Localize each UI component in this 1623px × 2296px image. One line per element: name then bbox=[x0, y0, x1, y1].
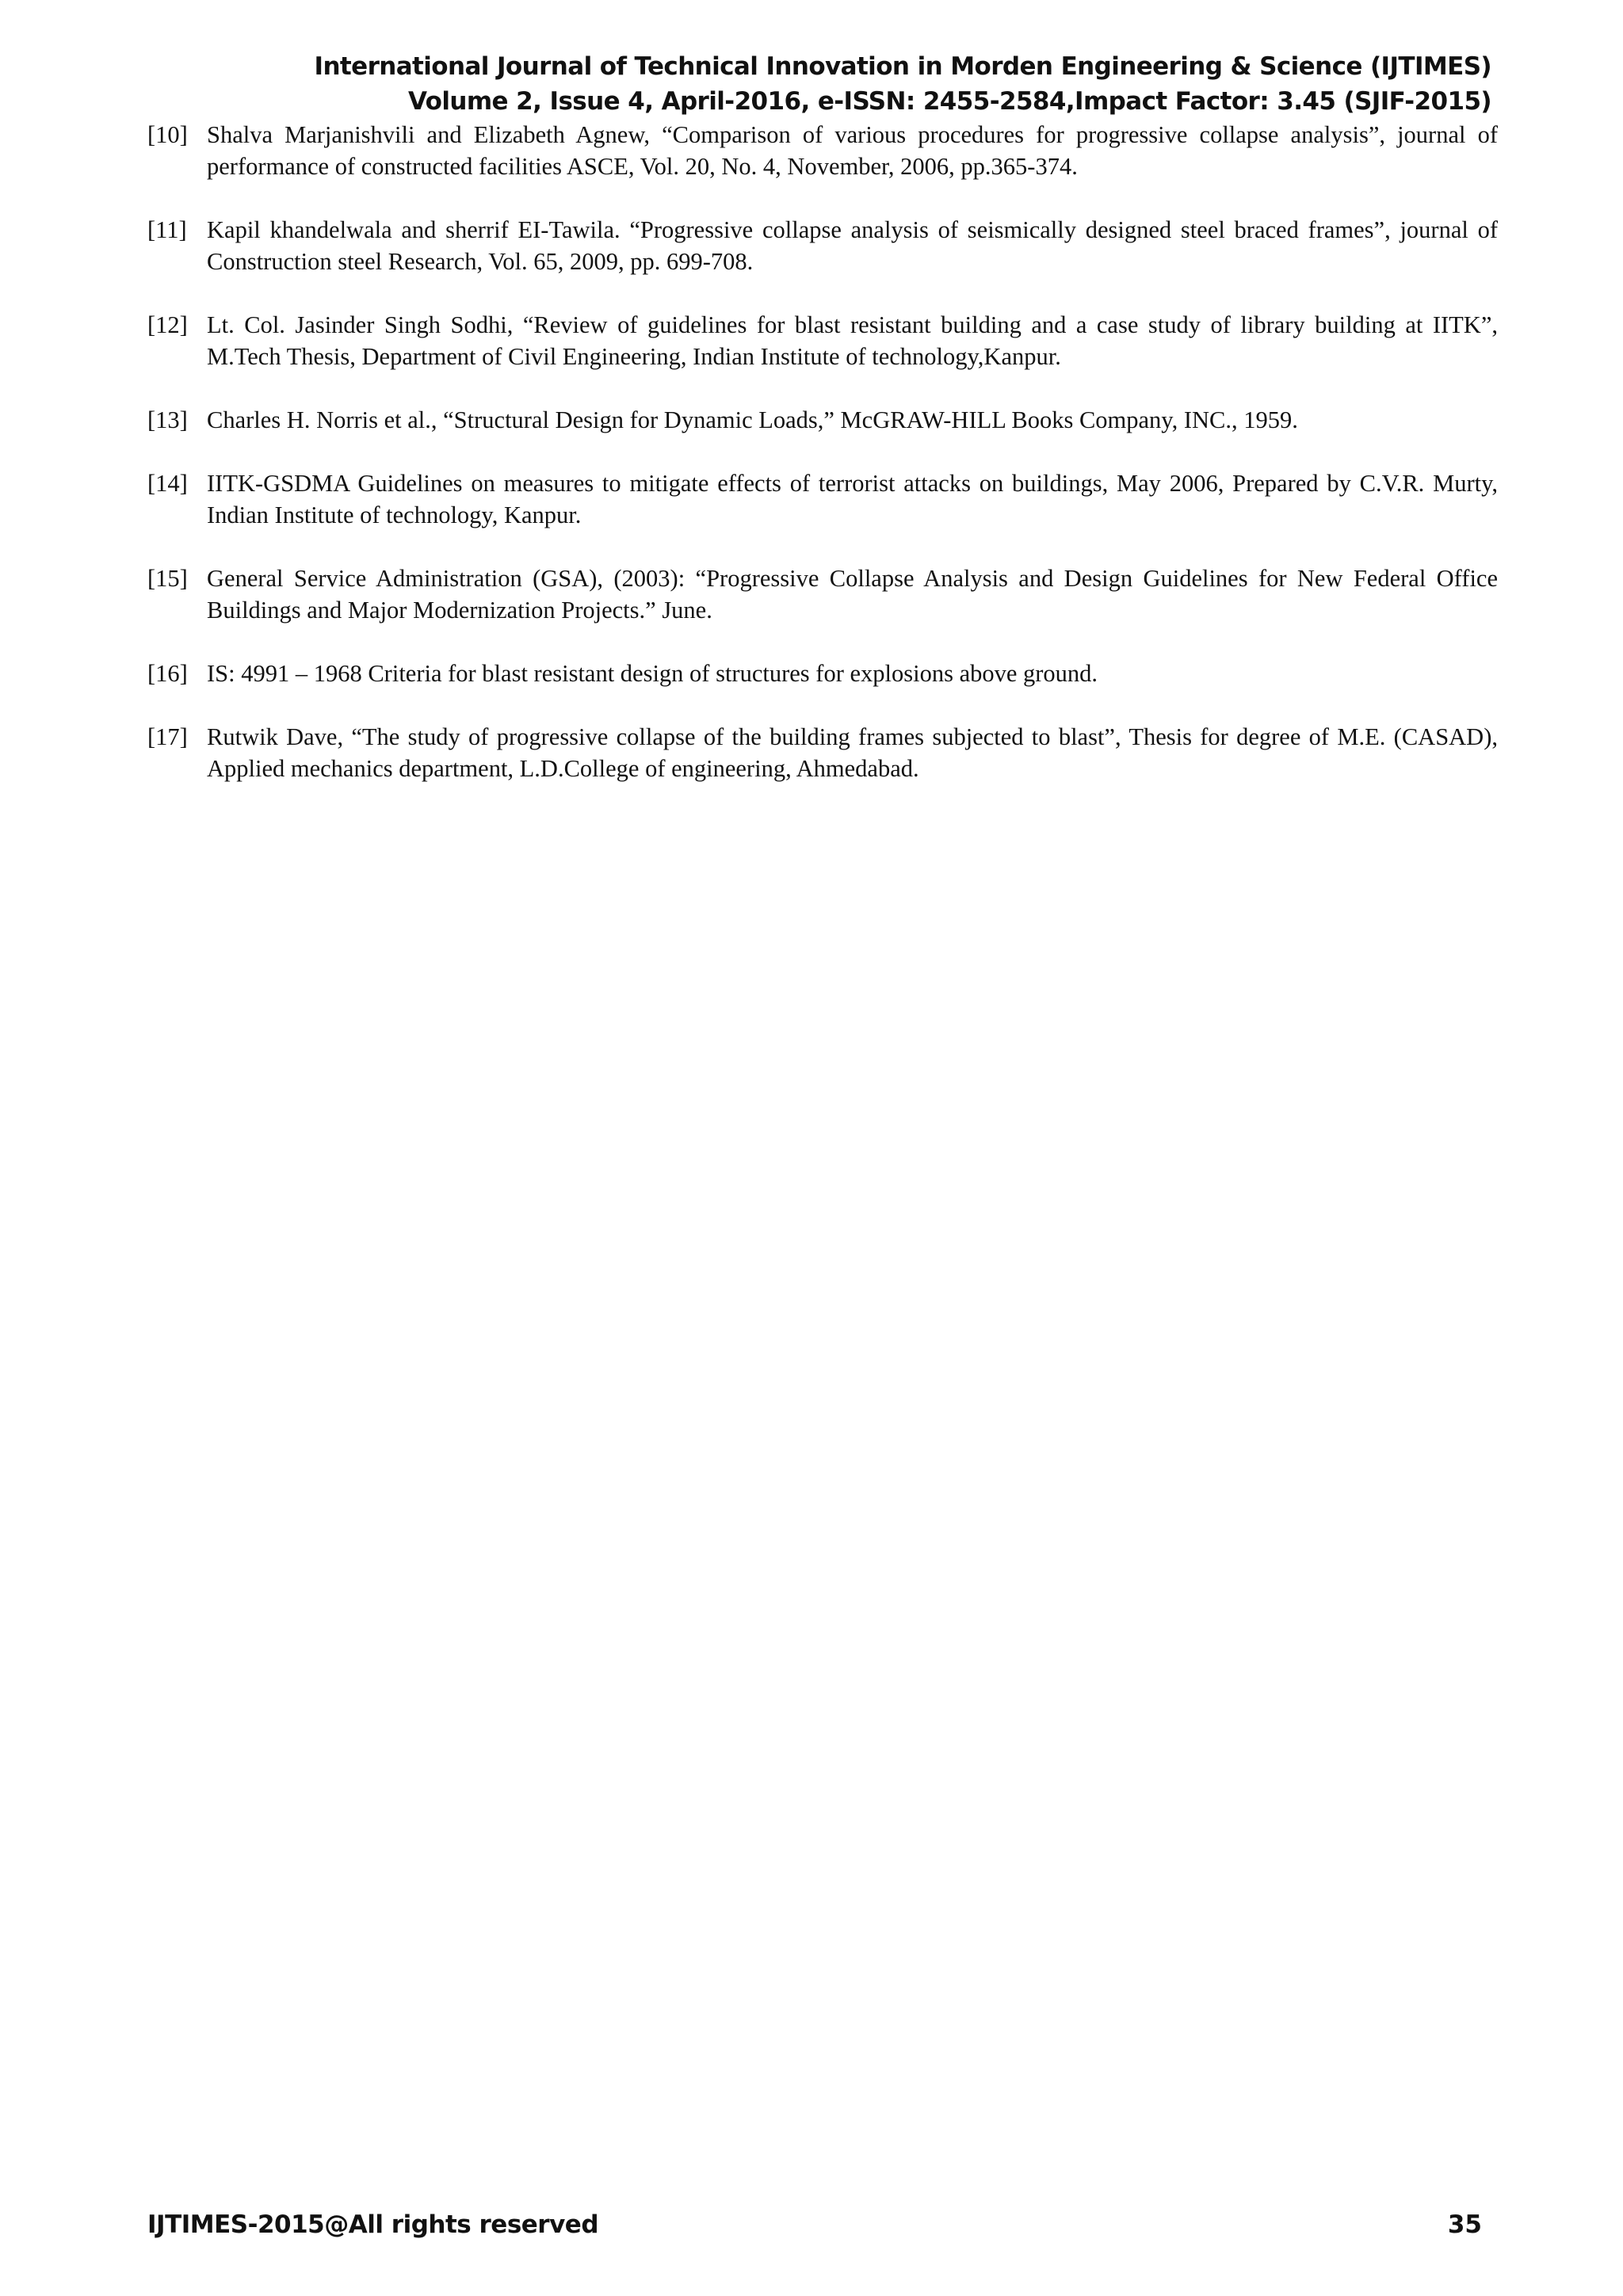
reference-text: Shalva Marjanishvili and Elizabeth Agnew, “Comparison of various procedures for progressive collapse analysis”, journal of performance of constructed facilities ASCE, Vol. 20, No. 4, November, 2006, pp.365-374. bbox=[207, 121, 1498, 180]
reference-number: [11] bbox=[147, 216, 187, 243]
reference-item-17 bbox=[147, 721, 1498, 784]
footer-copyright: IJTIMES-2015@All rights reserved bbox=[147, 2210, 599, 2239]
reference-number: [17] bbox=[147, 723, 188, 750]
reference-number: [10] bbox=[147, 121, 188, 148]
reference-item-16 bbox=[147, 658, 1498, 689]
journal-header bbox=[65, 49, 1491, 119]
journal-volume-info: Volume 2, Issue 4, April-2016, e-ISSN: 2455-2584,Impact Factor: 3.45 (SJIF-2015) bbox=[407, 87, 1491, 116]
reference-number: [15] bbox=[147, 565, 188, 592]
reference-item-13 bbox=[147, 404, 1498, 436]
journal-title: International Journal of Technical Innovation in Morden Engineering & Science (IJTIMES) bbox=[314, 52, 1491, 81]
reference-text: Charles H. Norris et al., “Structural Design for Dynamic Loads,” McGRAW-HILL Books Company, INC., 1959. bbox=[207, 406, 1298, 433]
reference-text: IS: 4991 – 1968 Criteria for blast resistant design of structures for explosions above ground. bbox=[207, 660, 1098, 687]
reference-list bbox=[147, 119, 1498, 816]
page-number: 35 bbox=[1447, 2210, 1482, 2239]
reference-item-15 bbox=[147, 563, 1498, 626]
reference-number: [16] bbox=[147, 660, 188, 687]
reference-item-14 bbox=[147, 467, 1498, 531]
reference-item-11 bbox=[147, 214, 1498, 277]
reference-number: [14] bbox=[147, 470, 188, 497]
reference-item-10 bbox=[147, 119, 1498, 182]
reference-text: Rutwik Dave, “The study of progressive collapse of the building frames subjected to blast”, Thesis for degree of M.E. (CASAD), Applied mechanics department, L.D.College of engineering, Ahmedabad. bbox=[207, 723, 1498, 782]
reference-text: General Service Administration (GSA), (2003): “Progressive Collapse Analysis and Design Guidelines for New Federal Office Buildings and Major Modernization Projects.” June. bbox=[207, 565, 1498, 624]
reference-number: [12] bbox=[147, 311, 188, 338]
reference-text: IITK-GSDMA Guidelines on measures to mitigate effects of terrorist attacks on buildings, May 2006, Prepared by C.V.R. Murty, Indian Institute of technology, Kanpur. bbox=[207, 470, 1498, 528]
reference-text: Lt. Col. Jasinder Singh Sodhi, “Review of guidelines for blast resistant building and a case study of library building at IITK”, M.Tech Thesis, Department of Civil Engineering, Indian Institute of technology,Kanpur. bbox=[207, 311, 1498, 370]
reference-text: Kapil khandelwala and sherrif EI-Tawila. “Progressive collapse analysis of seismically designed steel braced frames”, journal of Construction steel Research, Vol. 65, 2009, pp. 699-708. bbox=[207, 216, 1498, 275]
reference-item-12 bbox=[147, 309, 1498, 372]
reference-number: [13] bbox=[147, 406, 188, 433]
